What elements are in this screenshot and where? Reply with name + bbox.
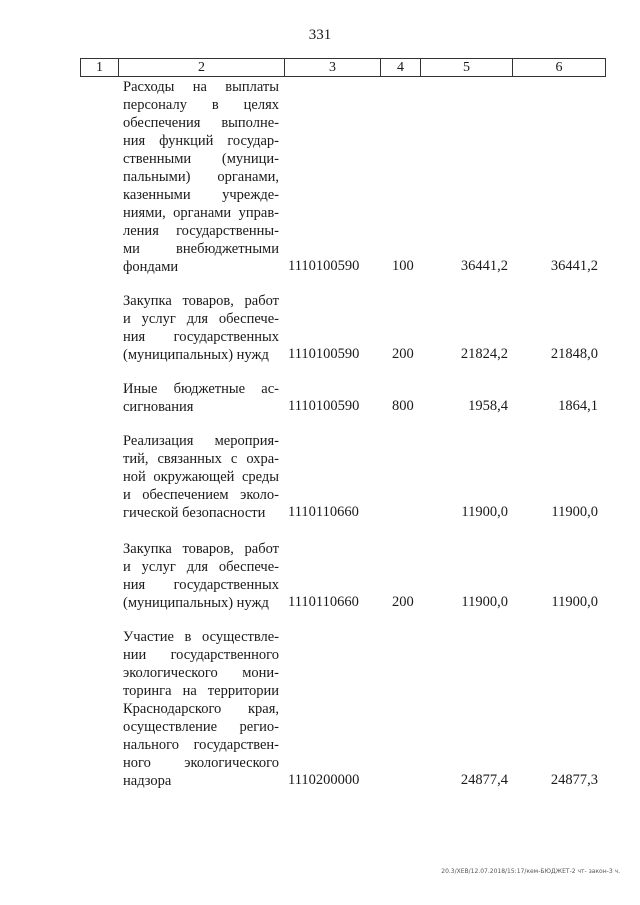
name-line: гической безопасности (123, 505, 266, 521)
row-code: 1110110660 (288, 594, 359, 610)
name-line: Расходы на выплаты (123, 79, 279, 95)
name-line: Закупка товаров, работ (123, 293, 279, 309)
row-code: 1110110660 (288, 504, 359, 520)
name-line: Участие в осуществле- (123, 629, 279, 645)
row-value-1: 11900,0 (461, 594, 508, 610)
name-line: (муниципальных) нужд (123, 595, 269, 611)
header-col-3: 3 (285, 59, 381, 76)
name-line: казенными учрежде- (123, 187, 279, 203)
name-line: ния функций государ- (123, 133, 279, 149)
row-name (123, 540, 279, 612)
print-footer: 20.3/ХЕВ/12.07.2018/15:17/кем-БЮДЖЕТ-2 чт- закон-3 ч. (441, 868, 620, 875)
name-line: фондами (123, 259, 179, 275)
row-name (123, 380, 279, 416)
row-value-1: 36441,2 (460, 258, 508, 274)
name-line: нии государственного (123, 647, 279, 663)
name-line: пальными) органами, (123, 169, 279, 185)
name-line: персоналу в целях (123, 97, 279, 113)
row-value-2: 11900,0 (551, 504, 598, 520)
name-line: сигнования (123, 399, 194, 415)
row-expense-type: 800 (392, 398, 414, 414)
header-col-1: 1 (81, 59, 119, 76)
name-line: обеспечения выполне- (123, 115, 279, 131)
name-line: экологического мони- (123, 665, 279, 681)
header-col-5: 5 (421, 59, 513, 76)
name-line: торинга на территории (123, 683, 279, 699)
row-code: 1110100590 (288, 258, 360, 274)
row-name (123, 292, 279, 364)
name-line: Закупка товаров, работ (123, 541, 279, 557)
name-line: и услуг для обеспече- (123, 311, 279, 327)
row-value-1: 1958,4 (468, 398, 508, 414)
row-code: 1110200000 (288, 772, 360, 788)
row-name (123, 628, 279, 790)
name-line: и услуг для обеспече- (123, 559, 279, 575)
row-expense-type: 100 (392, 258, 414, 274)
row-value-2: 21848,0 (550, 346, 598, 362)
name-line: Краснодарского края, (123, 701, 279, 717)
header-col-2: 2 (119, 59, 285, 76)
row-value-1: 11900,0 (461, 504, 508, 520)
name-line: ственными (муници- (123, 151, 279, 167)
row-value-1: 21824,2 (460, 346, 508, 362)
row-value-2: 1864,1 (558, 398, 598, 414)
row-expense-type: 200 (392, 594, 414, 610)
name-line: ния государственных (123, 577, 279, 593)
name-line: Реализация мероприя- (123, 433, 279, 449)
row-expense-type: 200 (392, 346, 414, 362)
row-code: 1110100590 (288, 398, 360, 414)
row-value-2: 36441,2 (550, 258, 598, 274)
name-line: ниями, органами управ- (123, 205, 279, 221)
header-col-4: 4 (381, 59, 421, 76)
name-line: ми внебюджетными (123, 241, 279, 257)
name-line: надзора (123, 773, 172, 789)
table-header-row (80, 58, 606, 77)
row-value-1: 24877,4 (460, 772, 508, 788)
name-line: нального государствен- (123, 737, 279, 753)
name-line: ного экологического (123, 755, 279, 771)
name-line: ления государственны- (123, 223, 279, 239)
page-number: 331 (308, 27, 332, 43)
name-line: Иные бюджетные ас- (123, 381, 279, 397)
name-line: (муниципальных) нужд (123, 347, 269, 363)
name-line: ной окружающей среды (123, 469, 279, 485)
row-name (123, 78, 279, 276)
name-line: тий, связанных с охра- (123, 451, 279, 467)
name-line: ния государственных (123, 329, 279, 345)
row-value-2: 24877,3 (550, 772, 598, 788)
name-line: и обеспечением эколо- (123, 487, 279, 503)
header-col-6: 6 (555, 60, 563, 75)
row-code: 1110100590 (288, 346, 360, 362)
name-line: осуществление регио- (123, 719, 279, 735)
row-name (123, 432, 279, 522)
row-value-2: 11900,0 (551, 594, 598, 610)
